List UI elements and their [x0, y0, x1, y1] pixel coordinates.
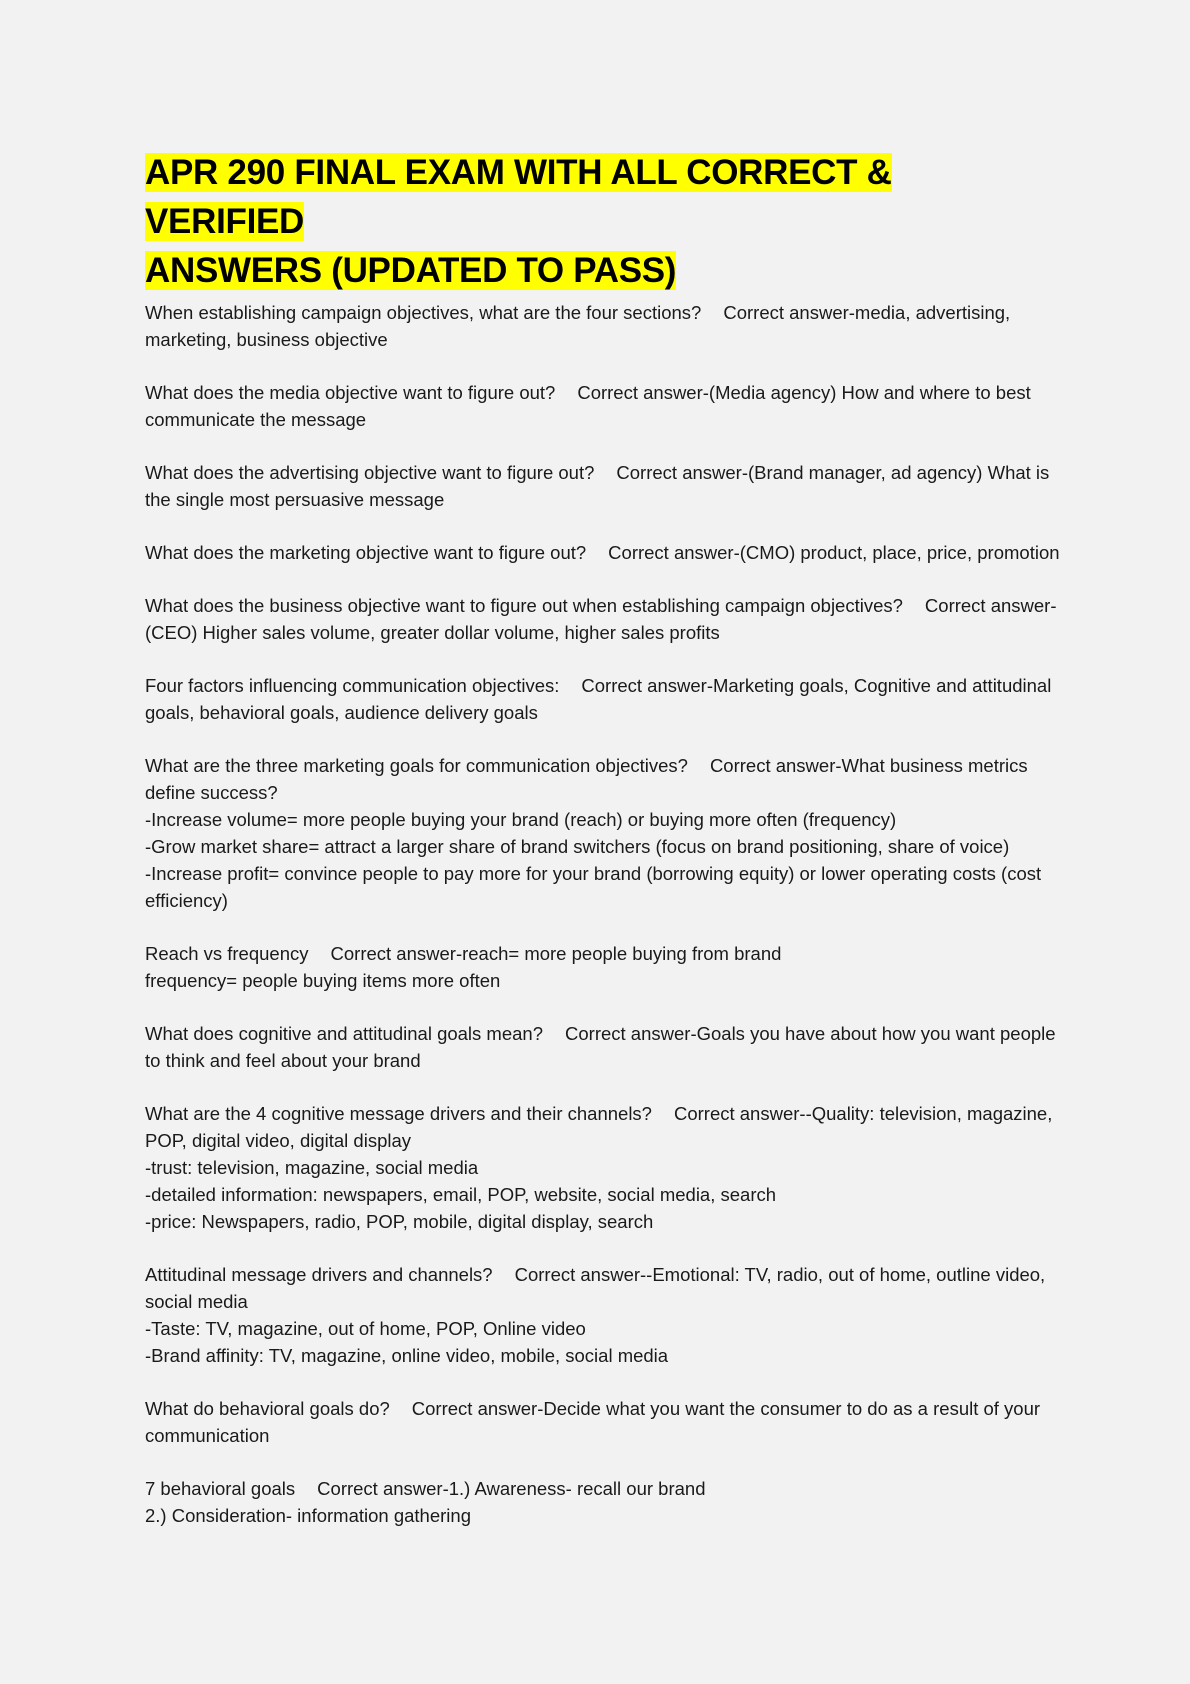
question-text: When establishing campaign objectives, what are the four sections? — [145, 302, 702, 323]
answer-detail-line: frequency= people buying items more often — [145, 970, 501, 991]
answer-detail-line: -Increase profit= convince people to pay more for your brand (borrowing equity) or lower operating costs (cost efficiency) — [145, 863, 1042, 911]
answer-text: Correct answer-1.) Awareness- recall our brand — [317, 1478, 706, 1499]
answer-detail-line: -Taste: TV, magazine, out of home, POP, Online video — [145, 1318, 586, 1339]
question-text: What does the marketing objective want to figure out? — [145, 542, 587, 563]
document-title — [145, 148, 1060, 295]
answer-text: Correct answer-(CEO) Higher sales volume, greater dollar volume, higher sales profits — [145, 595, 1057, 643]
question-text: What are the 4 cognitive message drivers and their channels? — [145, 1103, 652, 1124]
question-text: What do behavioral goals do? — [145, 1398, 390, 1419]
qa-item — [145, 752, 1060, 914]
qa-item — [145, 1020, 1060, 1074]
qa-item — [145, 539, 1060, 566]
qa-item — [145, 379, 1060, 433]
question-text: What does cognitive and attitudinal goals mean? — [145, 1023, 544, 1044]
answer-detail-line: -Grow market share= attract a larger share of brand switchers (focus on brand positioning, share of voice) — [145, 836, 1010, 857]
qa-item — [145, 1475, 1060, 1529]
answer-text: Correct answer-reach= more people buying from brand — [330, 943, 782, 964]
qa-item — [145, 299, 1060, 353]
answer-text: Correct answer--Quality: television, magazine, POP, digital video, digital display — [145, 1103, 1053, 1151]
qa-item — [145, 1261, 1060, 1369]
qa-item — [145, 1100, 1060, 1235]
answer-text: Correct answer-Decide what you want the consumer to do as a result of your communication — [145, 1398, 1041, 1446]
qa-item — [145, 940, 1060, 994]
answer-detail-line: -Increase volume= more people buying your brand (reach) or buying more often (frequency) — [145, 809, 897, 830]
title-line-1: APR 290 FINAL EXAM WITH ALL CORRECT & VERIFIED — [145, 153, 892, 241]
answer-text: Correct answer-(CMO) product, place, price, promotion — [608, 542, 1060, 563]
qa-item — [145, 459, 1060, 513]
answer-text: Correct answer--Emotional: TV, radio, out of home, outline video, social media — [145, 1264, 1046, 1312]
qa-list — [145, 299, 1060, 1529]
answer-detail-line: -Brand affinity: TV, magazine, online video, mobile, social media — [145, 1345, 669, 1366]
question-text: What does the advertising objective want to figure out? — [145, 462, 595, 483]
answer-detail-line: -detailed information: newspapers, email, POP, website, social media, search — [145, 1184, 777, 1205]
answer-detail-line: -trust: television, magazine, social media — [145, 1157, 479, 1178]
question-text: Four factors influencing communication objectives: — [145, 675, 560, 696]
question-text: Reach vs frequency — [145, 943, 309, 964]
answer-text: Correct answer-(Media agency) How and where to best communicate the message — [145, 382, 1031, 430]
qa-item — [145, 592, 1060, 646]
answer-detail-line: 2.) Consideration- information gathering — [145, 1505, 471, 1526]
answer-text: Correct answer-Marketing goals, Cognitive and attitudinal goals, behavioral goals, audience delivery goals — [145, 675, 1052, 723]
question-text: What are the three marketing goals for communication objectives? — [145, 755, 688, 776]
title-line-2: ANSWERS (UPDATED TO PASS) — [145, 251, 677, 290]
question-text: Attitudinal message drivers and channels? — [145, 1264, 493, 1285]
answer-text: Correct answer-(Brand manager, ad agency) What is the single most persuasive message — [145, 462, 1050, 510]
question-text: What does the business objective want to figure out when establishing campaign objectives? — [145, 595, 903, 616]
question-text: What does the media objective want to figure out? — [145, 382, 556, 403]
qa-item — [145, 672, 1060, 726]
answer-text: Correct answer-media, advertising, marketing, business objective — [145, 302, 1011, 350]
answer-text: Correct answer-What business metrics define success? — [145, 755, 1028, 803]
answer-text: Correct answer-Goals you have about how you want people to think and feel about your brand — [145, 1023, 1056, 1071]
question-text: 7 behavioral goals — [145, 1478, 296, 1499]
qa-item — [145, 1395, 1060, 1449]
answer-detail-line: -price: Newspapers, radio, POP, mobile, digital display, search — [145, 1211, 654, 1232]
